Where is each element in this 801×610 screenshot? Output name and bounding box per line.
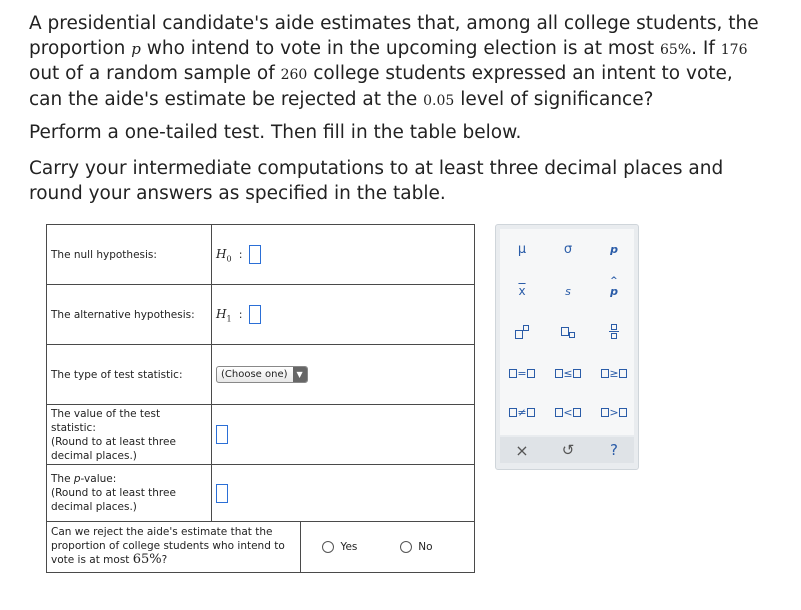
test-statistic-cell [212,405,475,465]
alt-hypothesis-cell [212,285,475,345]
test-type-select[interactable] [216,366,308,383]
subscript-button[interactable] [553,321,583,341]
greater-than-button[interactable]: > [599,402,629,422]
xbar-button[interactable]: $\overline{x}$ [518,284,526,298]
test-type-label: The type of test statistic: [47,345,212,405]
undo-icon[interactable]: ↺ [561,441,575,459]
phat-button[interactable]: ^ p [610,275,618,298]
less-equal-button[interactable]: ≤ [553,363,583,383]
palette-footer [500,437,634,463]
null-hypothesis-label: The null hypothesis: [47,225,212,285]
palette-keys [500,229,634,435]
superscript-button[interactable] [507,321,537,341]
dropdown-arrow-icon: ▼ [293,367,307,382]
test-statistic-input[interactable] [216,425,228,444]
reject-question: Can we reject the aide's estimate that the proportion of college students who intend to vote is at most 65%? [47,522,301,572]
no-label: No [418,541,433,553]
answer-table [46,224,475,573]
no-radio-circle [400,541,412,553]
alt-hypothesis-input[interactable] [249,305,261,324]
no-radio[interactable] [400,541,432,553]
instruction-one-tailed: Perform a one-tailed test. Then fill in the table below. [29,122,522,143]
null-hypothesis-input[interactable] [249,245,261,264]
problem-statement: A presidential candidate's aide estimates that, among all college students, the proportion p who intend to vote in the upcoming election is at most 65%. If 176 out of a random sample of 260 college students expressed an intent to vote, can the aide's estimate be rejected at the 0.05 level of significance? [29,13,759,110]
s-button[interactable]: s [565,284,571,298]
clear-icon[interactable]: × [515,440,529,460]
h0-colon: : [238,248,243,261]
p-value-label: The p-value: (Round to at least three decimal places.) [47,465,212,522]
sigma-button[interactable]: σ [563,241,573,257]
yes-label: Yes [340,541,358,553]
greater-equal-button[interactable]: ≥ [599,363,629,383]
test-type-cell [212,345,475,405]
test-statistic-label: The value of the test statistic: (Round to at least three decimal places.) [47,405,212,465]
equals-button[interactable]: = [507,363,537,383]
null-hypothesis-cell [212,225,475,285]
yes-radio[interactable] [322,541,357,553]
help-icon[interactable]: ? [610,441,618,459]
instruction-rounding: Carry your intermediate computations to at least three decimal places and round your answers as specified in the table. [29,158,724,204]
p-value-cell [212,465,475,522]
yes-radio-circle [322,541,334,553]
fraction-button[interactable] [599,321,629,341]
p-value-input[interactable] [216,484,228,503]
h1-symbol: $H_1$ [216,306,232,323]
p-button[interactable]: p [610,242,618,256]
not-equal-button[interactable]: ≠ [507,402,537,422]
symbol-palette [495,224,639,470]
less-than-button[interactable]: < [553,402,583,422]
h1-colon: : [238,308,243,321]
reject-question-row [47,522,475,573]
alt-hypothesis-label: The alternative hypothesis: [47,285,212,345]
h0-symbol: $H_0$ [216,246,232,263]
test-type-select-value: (Choose one) [221,369,288,380]
mu-button[interactable]: μ [517,241,527,257]
